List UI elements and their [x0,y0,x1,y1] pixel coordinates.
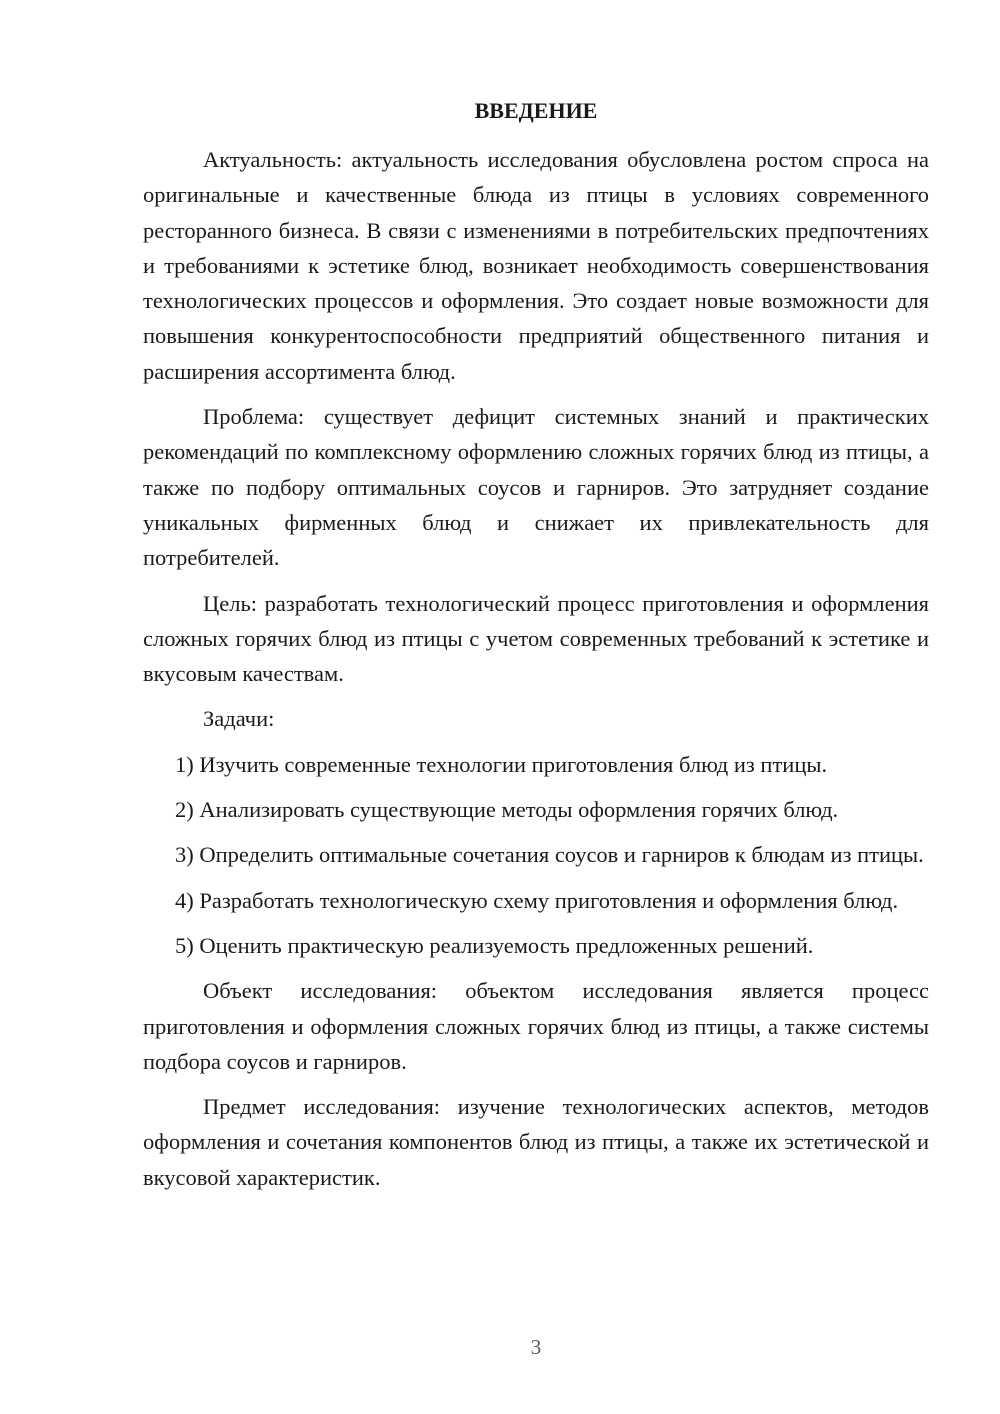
paragraph-problem: Проблема: существует дефицит системных знаний и практических рекомендаций по комплексному оформлению сложных горячих блюд из птицы, а также по подбору оптимальных соусов и гарниров. Это затрудняет создание уникальных фирменных блюд и снижает их привлекательность для потребителей. [143,404,929,571]
page-title: ВВЕДЕНИЕ [474,98,598,123]
paragraph-relevance: Актуальность: актуальность исследования обусловлена ростом спроса на оригинальные и качественные блюда из птицы в условиях современного ресторанного бизнеса. В связи с изменениями в потребительских предпочтениях и требованиями к эстетике блюд, возникает необходимость совершенствования технологических процессов и оформления. Это создает новые возможности для повышения конкурентоспособности предприятий общественного питания и расширения ассортимента блюд. [143,147,929,384]
paragraph-tasks-heading: Задачи: [203,706,275,732]
paragraph-goal: Цель: разработать технологический процесс приготовления и оформления сложных горячих блюд из птицы с учетом современных требований к эстетике и вкусовым качествам. [143,590,929,687]
paragraph-object: Объект исследования: объектом исследования является процесс приготовления и оформления сложных горячих блюд из птицы, а также системы подбора соусов и гарниров. [143,978,929,1074]
task-item: 5) Оценить практическую реализуемость предложенных решений. [175,932,814,958]
document-page [143,0,929,1414]
paragraph-subject: Предмет исследования: изучение технологических аспектов, методов оформления и сочетания компонентов блюд из птицы, а также их эстетической и вкусовой характеристик. [143,1094,929,1190]
page-number: 3 [530,1335,542,1359]
task-item: 4) Разработать технологическую схему приготовления и оформления блюд. [175,887,899,913]
document-body [143,142,929,1205]
task-item: 3) Определить оптимальные сочетания соусов и гарниров к блюдам из птицы. [175,842,924,868]
task-item: 2) Анализировать существующие методы оформления горячих блюд. [175,797,839,823]
task-item: 1) Изучить современные технологии приготовления блюд из птицы. [175,751,828,777]
